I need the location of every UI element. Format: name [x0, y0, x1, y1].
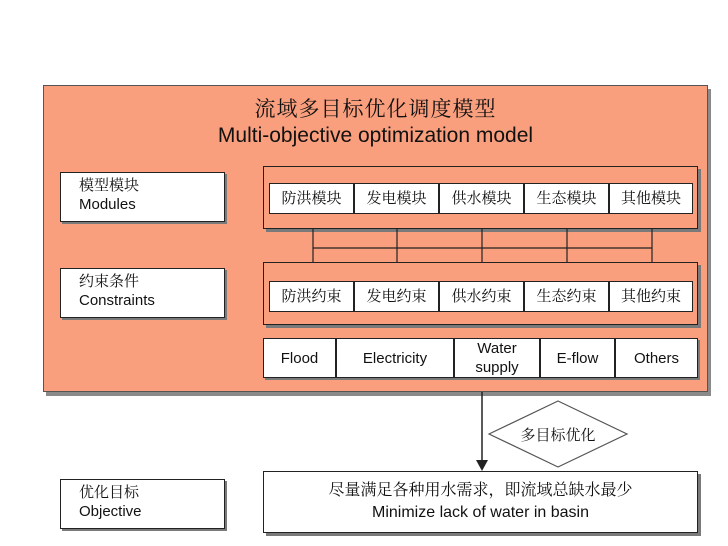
constraint-cell-flood: 防洪约束: [269, 281, 354, 312]
category-e-flow: E-flow: [540, 338, 615, 378]
modules-label-english: Modules: [79, 196, 136, 213]
flow-arrow-head: [476, 460, 488, 471]
modules-label-chinese: 模型模块: [79, 177, 140, 194]
constraint-cell-water-supply: 供水约束: [439, 281, 524, 312]
module-cell-power: 发电模块: [354, 183, 439, 214]
objective-label-chinese: 优化目标: [79, 484, 140, 501]
module-cell-flood: 防洪模块: [269, 183, 354, 214]
module-cell-ecology: 生态模块: [524, 183, 609, 214]
module-cell-other: 其他模块: [609, 183, 693, 214]
model-title-chinese: 流域多目标优化调度模型: [254, 98, 497, 121]
objective-box: [263, 471, 698, 533]
category-water-supply: Water supply: [454, 338, 540, 378]
constraint-cell-other: 其他约束: [609, 281, 693, 312]
constraint-cell-power: 发电约束: [354, 281, 439, 312]
constraints-label-chinese: 约束条件: [79, 273, 140, 290]
constraint-cell-ecology: 生态约束: [524, 281, 609, 312]
objective-label-english: Objective: [79, 503, 142, 520]
category-flood: Flood: [263, 338, 336, 378]
category-electricity: Electricity: [336, 338, 454, 378]
diamond-label: 多目标优化: [520, 427, 596, 444]
objective-label-box: [60, 479, 225, 529]
module-cell-water-supply: 供水模块: [439, 183, 524, 214]
category-others: Others: [615, 338, 698, 378]
objective-text-chinese: 尽量满足各种用水需求，即流域总缺水最少: [328, 482, 633, 499]
objective-text-english: Minimize lack of water in basin: [372, 504, 589, 521]
constraints-label-english: Constraints: [79, 292, 155, 309]
model-title-english: Multi-objective optimization model: [217, 124, 534, 147]
